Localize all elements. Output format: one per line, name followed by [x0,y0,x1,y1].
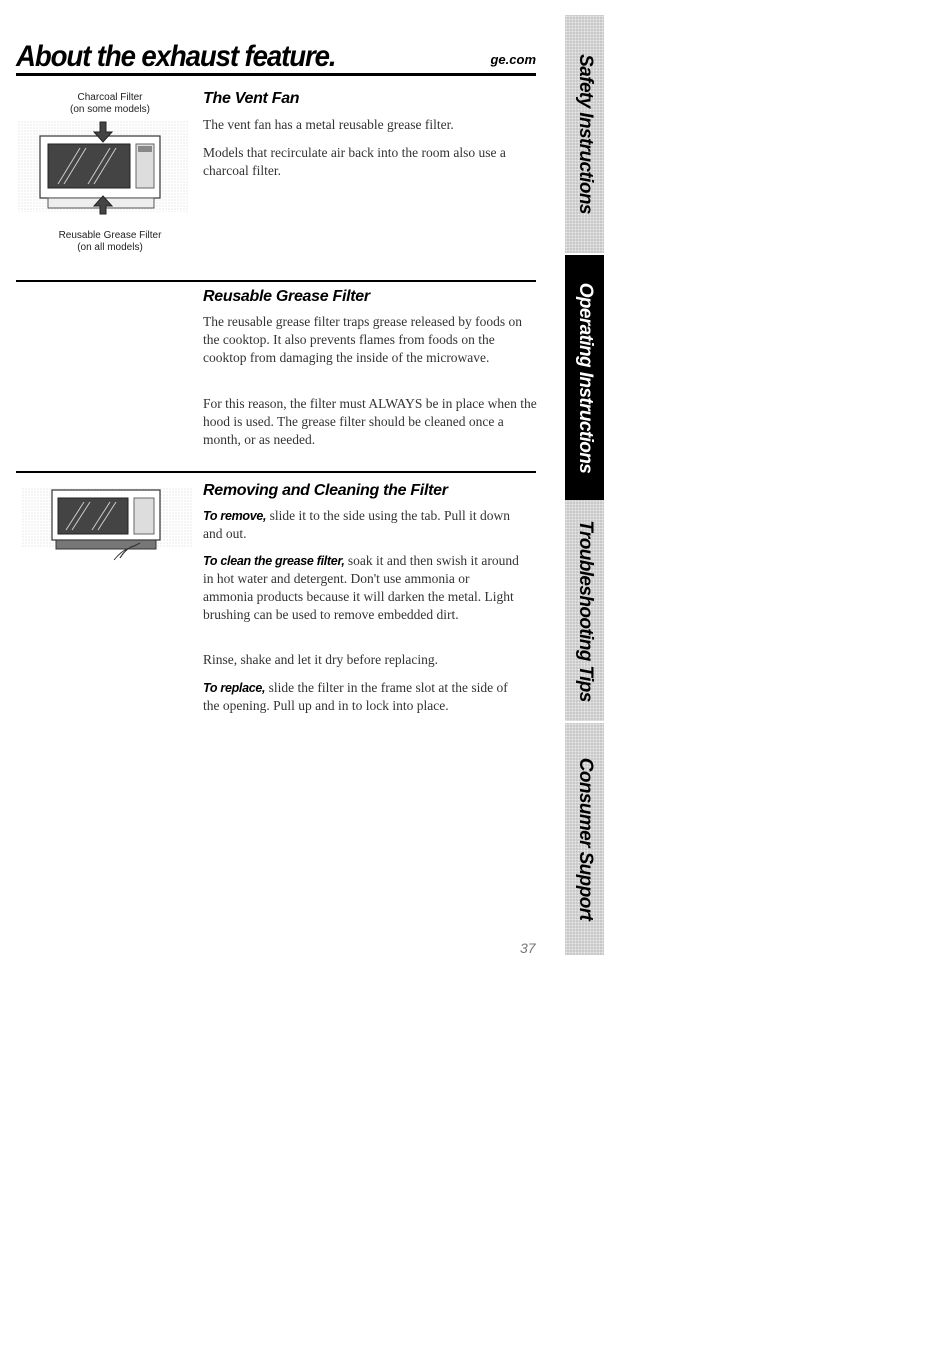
grease-filter-caption [30,230,190,254]
replace-lead: To replace, [203,681,266,695]
tab-consumer-support[interactable] [565,723,604,955]
page-header [16,40,536,76]
replace-text: slide the filter in the frame slot at the side of the opening. Pull up and in to lock into place. [203,680,508,713]
remove-lead: To remove, [203,509,267,523]
clean-lead: To clean the grease filter, [203,554,345,568]
vent-fan-heading: The Vent Fan [203,90,300,107]
vent-fan-paragraph: The vent fan has a metal reusable grease filter. [203,117,454,132]
tab-safety-instructions[interactable] [565,15,604,253]
rinse-instructions: Rinse, shake and let it dry before replacing. [203,652,439,667]
tab-label: Safety Instructions [574,54,596,214]
clean-instructions [203,552,523,624]
grease-filter-paragraph: The reusable grease filter traps grease released by foods on the cooktop. It also prevents flames from foods on the cooktop from damaging the inside of the microwave. [203,314,522,365]
grease-filter-paragraph: For this reason, the filter must ALWAYS be in place when the hood is used. The grease filter should be cleaned once a month, or as needed. [203,396,537,447]
caption-line: (on some models) [69,104,151,115]
tab-troubleshooting-tips[interactable] [565,500,604,721]
tab-label: Operating Instructions [574,282,596,473]
section-divider [16,280,536,282]
tab-operating-instructions[interactable] [565,255,604,500]
page-title: About the exhaust feature. [16,40,336,73]
section-divider [16,471,536,473]
remove-text: slide it to the side using the tab. Pull it down and out. [203,508,510,541]
replace-instructions [203,679,523,715]
remove-instructions [203,507,523,543]
site-link[interactable]: ge.com [490,52,536,67]
microwave-filter-illustration [18,118,188,218]
section-sidebar [565,15,604,955]
title-rule [16,73,536,76]
tab-label: Consumer Support [574,757,596,921]
caption-line: (on all models) [77,242,143,253]
filter-removal-illustration [22,488,192,563]
vent-fan-paragraph: Models that recirculate air back into the room also use a charcoal filter. [203,145,506,178]
page-number: 37 [520,940,536,956]
tab-label: Troubleshooting Tips [574,519,596,702]
cleaning-heading: Removing and Cleaning the Filter [203,482,448,499]
charcoal-filter-caption [40,92,180,116]
caption-line: Reusable Grease Filter [58,230,162,241]
grease-filter-heading: Reusable Grease Filter [203,288,370,305]
caption-line: Charcoal Filter [77,92,143,103]
clean-text: soak it and then swish it around in hot water and detergent. Don't use ammonia or ammonia products because it will darken the metal. Light brushing can be used to remove embedded dirt. [203,553,519,622]
